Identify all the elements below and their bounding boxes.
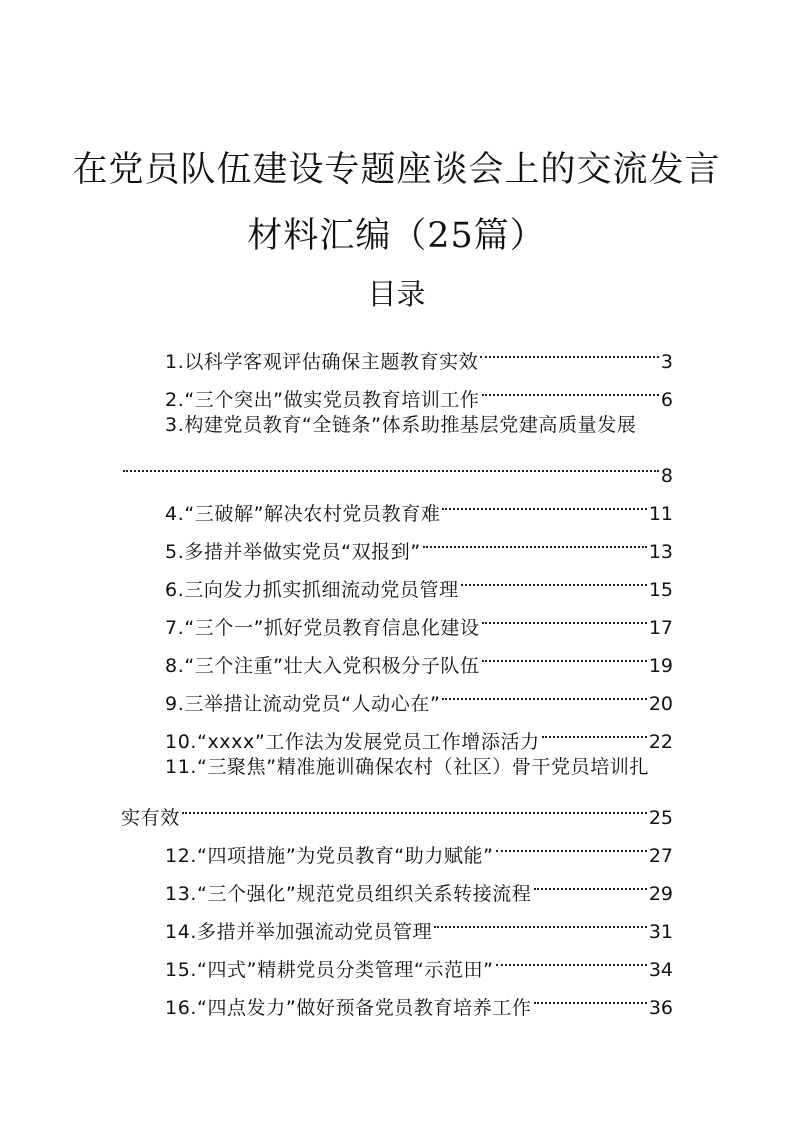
table-of-contents <box>121 330 673 1019</box>
toc-entry-page: 27 <box>648 845 673 867</box>
toc-entry[interactable] <box>121 900 673 943</box>
toc-entry-page: 25 <box>648 807 673 829</box>
toc-entry-page: 22 <box>648 731 673 753</box>
dot-leader <box>423 520 647 558</box>
toc-entry[interactable] <box>121 634 673 677</box>
dot-leader <box>534 976 647 1014</box>
toc-entry-title: 2.“三个突出”做实党员教育培训工作 <box>165 389 480 411</box>
dot-leader <box>534 862 647 900</box>
toc-entry-title: 14.多措并举加强流动党员管理 <box>165 921 433 943</box>
document-title-line-2: 材料汇编（25篇） <box>247 216 546 256</box>
dot-leader <box>442 482 646 520</box>
toc-entry[interactable] <box>121 482 673 525</box>
toc-entry-title: 1.以科学客观评估确保主题教育实效 <box>165 351 479 373</box>
dot-leader <box>442 672 646 710</box>
toc-entry-page: 29 <box>648 883 673 905</box>
toc-entry-page: 17 <box>648 617 673 639</box>
dot-leader <box>123 444 659 482</box>
toc-entry-page: 6 <box>660 389 673 411</box>
toc-entry[interactable] <box>121 672 673 715</box>
toc-entry-title: 6.三向发力抓实抓细流动党员管理 <box>165 579 459 601</box>
dot-leader <box>480 330 659 368</box>
document-title-line-1: 在党员队伍建设专题座谈会上的交流发言 <box>72 150 721 190</box>
toc-entry-page: 20 <box>648 693 673 715</box>
toc-entry-title: 4.“三破解”解决农村党员教育难 <box>165 503 441 525</box>
toc-entry[interactable] <box>121 938 673 981</box>
dot-leader <box>496 824 647 862</box>
toc-entry[interactable] <box>121 596 673 639</box>
toc-entry-title: 15.“四式”精耕党员分类管理“示范田” <box>165 959 494 981</box>
toc-entry-title: 9.三举措让流动党员“人动心在” <box>165 693 441 715</box>
toc-entry-page: 11 <box>648 503 673 525</box>
toc-entry[interactable] <box>121 710 673 753</box>
toc-entry-page: 36 <box>648 997 673 1019</box>
toc-entry-page: 8 <box>660 465 673 487</box>
toc-entry-title: 13.“三个强化”规范党员组织关系转接流程 <box>165 883 532 905</box>
dot-leader <box>182 786 647 824</box>
toc-entry[interactable] <box>121 976 673 1019</box>
toc-entry[interactable] <box>121 368 673 411</box>
toc-entry-title: 16.“四点发力”做好预备党员教育培养工作 <box>165 997 532 1019</box>
toc-entry[interactable] <box>121 520 673 563</box>
dot-leader <box>482 368 659 406</box>
toc-heading: 目录 <box>367 277 426 311</box>
dot-leader <box>482 634 647 672</box>
toc-entry-page: 13 <box>648 541 673 563</box>
toc-entry[interactable] <box>121 748 673 829</box>
toc-entry-title: 12.“四项措施”为党员教育“助力赋能” <box>165 845 494 867</box>
toc-entry-page: 34 <box>648 959 673 981</box>
toc-entry[interactable] <box>121 406 673 487</box>
toc-entry-page: 19 <box>648 655 673 677</box>
toc-entry-title: 7.“三个一”抓好党员教育信息化建设 <box>165 617 480 639</box>
toc-entry[interactable] <box>121 558 673 601</box>
toc-entry-title-continued: 实有效 <box>121 807 180 829</box>
toc-entry-title: 5.多措并举做实党员“双报到” <box>165 541 421 563</box>
toc-entry[interactable] <box>121 824 673 867</box>
toc-entry-page: 31 <box>648 921 673 943</box>
dot-leader <box>482 596 647 634</box>
toc-entry-page: 3 <box>660 351 673 373</box>
toc-entry-title: 3.构建党员教育“全链条”体系助推基层党建高质量发展 <box>165 414 637 436</box>
toc-entry-page: 15 <box>648 579 673 601</box>
toc-entry[interactable] <box>121 330 673 373</box>
dot-leader <box>434 900 647 938</box>
dot-leader <box>461 558 647 596</box>
dot-leader <box>496 938 647 976</box>
toc-entry[interactable] <box>121 862 673 905</box>
dot-leader <box>542 710 647 748</box>
toc-entry-title: 11.“三聚焦”精准施训确保农村（社区）骨干党员培训扎 <box>165 756 650 778</box>
toc-entry-title: 8.“三个注重”壮大入党积极分子队伍 <box>165 655 480 677</box>
toc-entry-title: 10.“xxxx”工作法为发展党员工作增添活力 <box>165 731 540 753</box>
